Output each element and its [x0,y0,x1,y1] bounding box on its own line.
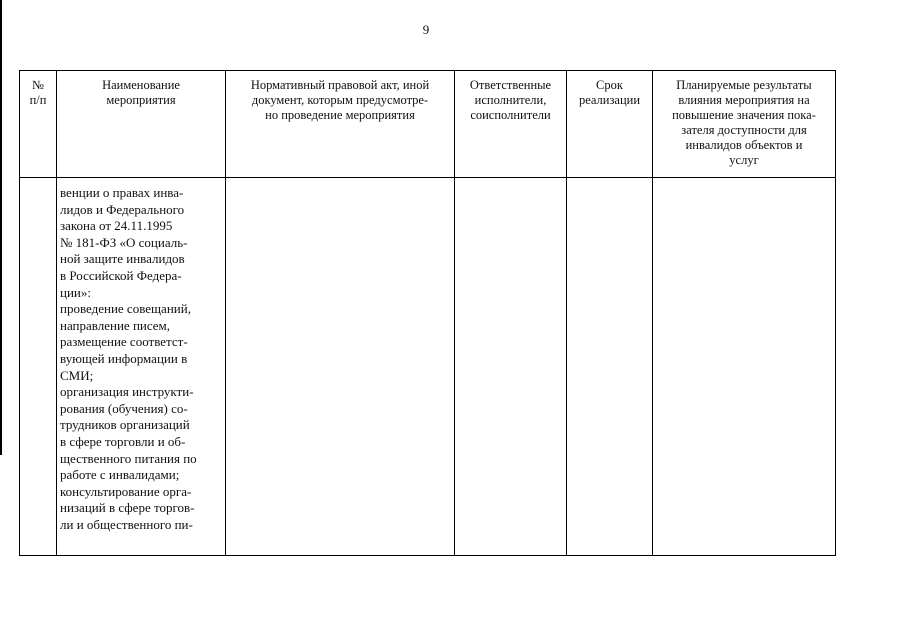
activity-line: СМИ; [60,367,94,383]
cell-activity [57,178,226,556]
activity-line: венции о правах инва- [60,185,184,200]
activity-line: работе с инвалидами; [60,467,180,483]
activity-line: в сфере торговли и об- [60,433,186,449]
cell-results [653,178,836,556]
activity-line: № 181-ФЗ «О социаль- [60,234,188,250]
activity-line: ной защите инвалидов [60,251,185,267]
activity-line: закона от 24.11.1995 [60,218,173,234]
activity-line: ции»: [60,284,91,300]
table-header-row [20,71,836,178]
activity-line: вующей информации в [60,350,188,366]
table-row [20,178,836,556]
page-left-border [0,0,2,455]
measures-table [19,70,836,556]
activity-line: организация инструкти- [60,384,194,400]
activity-text [57,178,225,533]
page-number: 9 [422,22,430,37]
activity-line: размещение соответст- [60,334,188,350]
cell-executors [455,178,567,556]
cell-number [20,178,57,556]
header-activity: Наименование мероприятия [57,71,226,178]
activity-line: низаций в сфере торгов- [60,500,195,516]
activity-line: консультирование орга- [60,483,192,499]
header-deadline: Срок реализации [567,71,653,178]
activity-line: направление писем, [60,317,171,333]
activity-line: рования (обучения) со- [60,400,188,416]
header-executors: Ответственные исполнители, соисполнители [455,71,567,178]
activity-line: ли и общественного пи- [60,516,193,532]
cell-deadline [567,178,653,556]
activity-line: проведение совещаний, [60,301,191,317]
activity-line: трудников организаций [60,417,190,433]
header-results: Планируемые результаты влияния мероприятия на повышение значения пока- зателя доступности для инвалидов объектов и услуг [653,71,836,178]
cell-legal-act [226,178,455,556]
activity-line: лидов и Федерального [60,201,185,217]
header-legal-act: Нормативный правовой акт, иной документ, которым предусмотре- но проведение мероприятия [226,71,455,178]
header-number: № п/п [20,71,57,178]
activity-line: щественного питания по [60,450,197,466]
activity-line: в Российской Федера- [60,267,182,283]
